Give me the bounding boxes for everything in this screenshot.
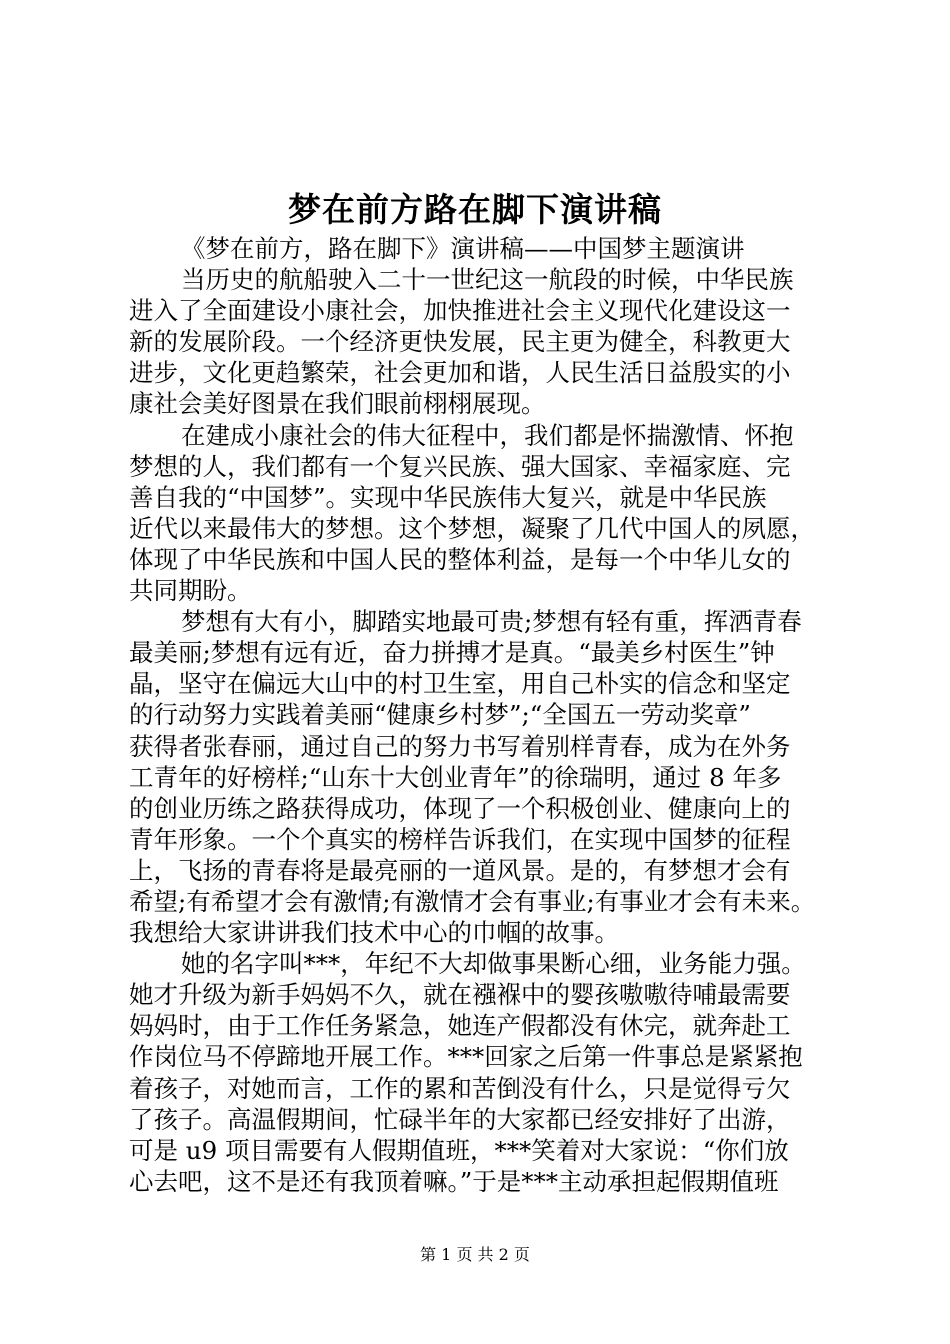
body-text-line: 在建成小康社会的伟大征程中，我们都是怀揣激情、怀抱	[181, 420, 794, 450]
body-text-line: 进入了全面建设小康社会，加快推进社会主义现代化建设这一	[129, 296, 791, 326]
body-text-line: 进步，文化更趋繁荣，社会更加和谐，人民生活日益殷实的小	[129, 358, 791, 388]
body-text-line: 共同期盼。	[129, 576, 252, 606]
body-text-line: 获得者张春丽，通过自己的努力书写着别样青春，成为在外务	[129, 731, 791, 761]
body-text-line: 她的名字叫***，年纪不大却做事果断心细，业务能力强。	[181, 949, 806, 979]
body-text-line: 当历史的航船驶入二十一世纪这一航段的时候，中华民族	[181, 265, 794, 295]
body-text-line: 晶，坚守在偏远大山中的村卫生室，用自己朴实的信念和坚定	[129, 669, 791, 699]
body-text-line: 梦想有大有小，脚踏实地最可贵;梦想有轻有重，挥洒青春	[181, 607, 802, 637]
body-text-line: 体现了中华民族和中国人民的整体利益，是每一个中华儿女的	[129, 544, 791, 574]
body-text-line: 了孩子。高温假期间，忙碌半年的大家都已经安排好了出游，	[129, 1104, 791, 1134]
body-text-line: 近代以来最伟大的梦想。这个梦想，凝聚了几代中国人的夙愿，	[129, 513, 815, 543]
body-text-line: 心去吧，这不是还有我顶着嘛。”于是***主动承担起假期值班	[129, 1166, 779, 1196]
body-text-line: 善自我的“中国梦”。实现中华民族伟大复兴，就是中华民族	[129, 482, 767, 512]
body-text-line: 梦想的人，我们都有一个复兴民族、强大国家、幸福家庭、完	[129, 451, 791, 481]
body-text-line: 《梦在前方，路在脚下》演讲稿——中国梦主题演讲	[181, 234, 745, 263]
body-text-line: 作岗位马不停蹄地开展工作。***回家之后第一件事总是紧紧抱	[129, 1042, 803, 1072]
body-text-line: 她才升级为新手妈妈不久，就在襁褓中的婴孩嗷嗷待哺最需要	[129, 980, 791, 1010]
body-text-line: 青年形象。一个个真实的榜样告诉我们，在实现中国梦的征程	[129, 824, 791, 854]
page-footer: 第 1 页 共 2 页	[420, 1245, 530, 1264]
body-text-line: 的创业历练之路获得成功，体现了一个积极创业、健康向上的	[129, 793, 791, 823]
document-title: 梦在前方路在脚下演讲稿	[288, 190, 662, 229]
body-text-line: 着孩子，对她而言，工作的累和苦倒没有什么，只是觉得亏欠	[129, 1073, 791, 1103]
body-text-line: 我想给大家讲讲我们技术中心的巾帼的故事。	[129, 918, 619, 948]
body-text-line: 新的发展阶段。一个经济更快发展，民主更为健全，科教更大	[129, 327, 791, 357]
body-text-line: 康社会美好图景在我们眼前栩栩展现。	[129, 389, 546, 419]
body-text-line: 上，飞扬的青春将是最亮丽的一道风景。是的，有梦想才会有	[129, 855, 791, 885]
body-text-line: 希望;有希望才会有激情;有激情才会有事业;有事业才会有未来。	[129, 886, 816, 916]
body-text-line: 工青年的好榜样;“山东十大创业青年”的徐瑞明，通过 8 年多	[129, 762, 782, 792]
body-text-line: 可是 u9 项目需要有人假期值班，***笑着对大家说：“你们放	[129, 1135, 789, 1165]
body-text-line: 的行动努力实践着美丽“健康乡村梦”;“全国五一劳动奖章”	[129, 700, 751, 730]
body-text-line: 最美丽;梦想有远有近，奋力拼搏才是真。“最美乡村医生”钟	[129, 638, 775, 668]
body-text-line: 妈妈时，由于工作任务紧急，她连产假都没有休完，就奔赴工	[129, 1011, 791, 1041]
document-body	[129, 233, 849, 1197]
